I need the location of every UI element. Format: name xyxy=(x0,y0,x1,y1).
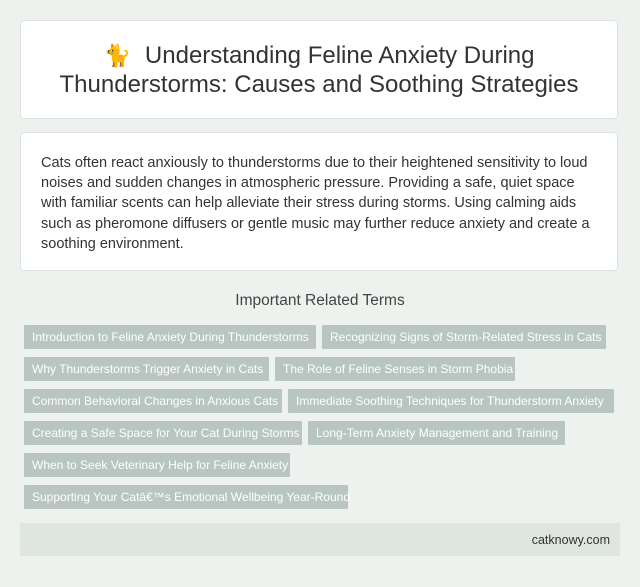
page-title-text: Understanding Feline Anxiety During Thunderstorms: Causes and Soothing Strategies xyxy=(59,41,579,98)
related-term-link[interactable]: Recognizing Signs of Storm-Related Stress in Cats xyxy=(322,325,606,349)
footer-site-name: catknowy.com xyxy=(531,532,610,547)
summary-card xyxy=(20,132,618,271)
related-term-link[interactable]: The Role of Feline Senses in Storm Phobia xyxy=(275,357,515,381)
cat-icon: 🐈 xyxy=(103,42,131,68)
summary-text: Cats often react anxiously to thunderstorms due to their heightened sensitivity to loud noises and sudden changes in atmospheric pressure. Providing a safe, quiet space with familiar scents can help alleviate their stress during storms. Using calming aids such as pheromone diffusers or gentle music may further reduce anxiety and create a soothing environment. xyxy=(41,155,590,252)
related-term-link[interactable]: Immediate Soothing Techniques for Thunderstorm Anxiety xyxy=(288,389,614,413)
footer xyxy=(20,523,620,556)
related-term-link[interactable]: Long-Term Anxiety Management and Training xyxy=(308,421,565,445)
title-card xyxy=(20,20,618,119)
related-term-link[interactable]: Creating a Safe Space for Your Cat During Storms xyxy=(24,421,302,445)
related-terms-heading: Important Related Terms xyxy=(235,292,405,309)
related-term-link[interactable]: Supporting Your Catâ€™s Emotional Wellbeing Year-Round xyxy=(24,485,348,509)
related-term-link[interactable]: Common Behavioral Changes in Anxious Cats xyxy=(24,389,282,413)
page-title xyxy=(21,41,617,99)
related-term-link[interactable]: Introduction to Feline Anxiety During Thunderstorms xyxy=(24,325,316,349)
related-term-link[interactable]: Why Thunderstorms Trigger Anxiety in Cats xyxy=(24,357,269,381)
related-term-link[interactable]: When to Seek Veterinary Help for Feline Anxiety xyxy=(24,453,290,477)
